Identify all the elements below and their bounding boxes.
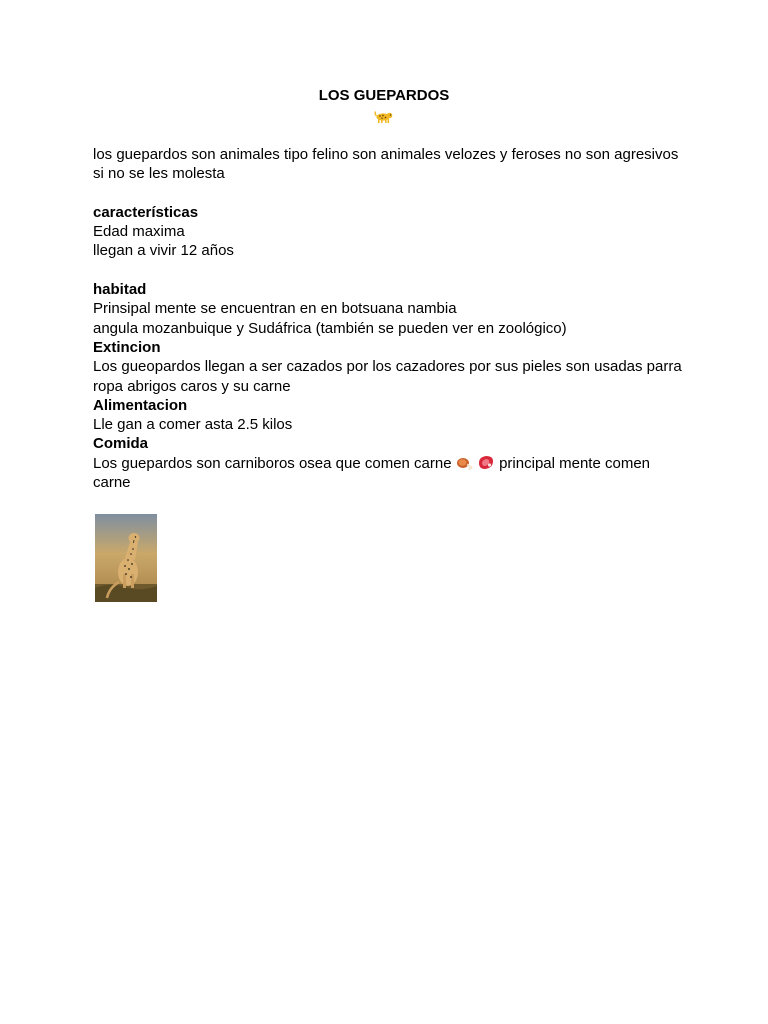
- comida-heading: Comida: [93, 435, 149, 453]
- extincion-text: Los gueopardos llegan a ser cazados por los cazadores por sus pieles son usadas parra ropa abrigos caros y su carne: [93, 358, 682, 395]
- comida-text-after: principal mente comen carne: [93, 454, 651, 492]
- title-leopard-icon-wrapper: [0, 108, 768, 126]
- habitad-heading: habitad: [93, 281, 147, 299]
- cheetah-photo: [95, 514, 157, 602]
- document-title: LOS GUEPARDOS: [318, 87, 450, 104]
- habitad-line-2: angula mozanbuique y Sudáfrica (también se pueden ver en zoológico): [93, 319, 567, 337]
- extincion-heading: Extincion: [93, 338, 161, 356]
- comida-text: [93, 454, 683, 493]
- caracteristicas-line-2: llegan a vivir 12 años: [93, 242, 234, 260]
- caracteristicas-heading: características: [93, 203, 199, 221]
- caracteristicas-line-1: Edad maxima: [93, 223, 185, 241]
- meat-on-bone-emoji-icon: [456, 455, 473, 472]
- alimentacion-heading: Alimentacion: [93, 396, 188, 414]
- document-body: [93, 145, 683, 492]
- paragraph-gap: [93, 184, 683, 203]
- paragraph-gap: [93, 261, 683, 280]
- habitad-line-1: Prinsipal mente se encuentran en en botsuana nambia: [93, 300, 457, 318]
- intro-paragraph: los guepardos son animales tipo felino son animales velozes y feroses no son agresivos si no se les molesta: [93, 146, 679, 183]
- leopard-emoji-icon: [374, 110, 394, 124]
- alimentacion-text: Lle gan a comer asta 2.5 kilos: [93, 416, 293, 434]
- comida-text-before: Los guepardos son carniboros osea que comen carne: [93, 454, 452, 472]
- cut-of-meat-emoji-icon: [477, 455, 495, 472]
